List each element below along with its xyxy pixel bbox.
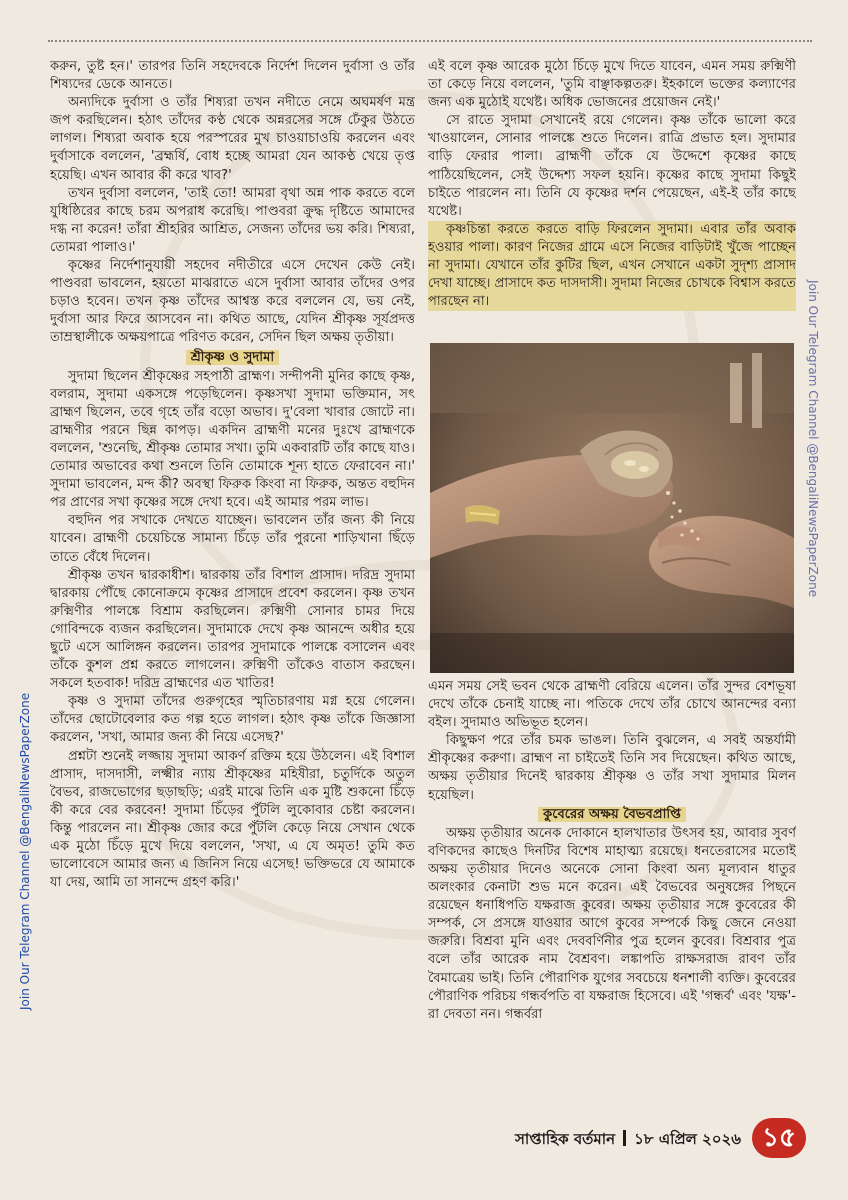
illustration-hands-offering-rice — [430, 343, 794, 673]
paragraph: সে রাতে সুদামা সেখানেই রয়ে গেলেন। কৃষ্ণ তাঁকে ভালো করে খাওয়ালেন, সোনার পালঙ্কে শুতে দিলেন। রাত্রি প্রভাত হল। সুদামার বাড়ি ফেরার পালা। ব্রাহ্মণী তাঁকে যে উদ্দেশে কৃষ্ণের কাছে পাঠিয়েছিলেন, সেই উদ্দেশ্য সফল হয়নি। কৃষ্ণের কাছে সুদামা কিছুই চাইতে পারলেন না। তিনি যে কৃষ্ণের দর্শন পেয়েছেন, এই-ই তাঁর কাছে যথেষ্ট। — [428, 113, 796, 219]
footer-publication — [515, 1128, 741, 1153]
telegram-watermark-left: Join Our Telegram Channel @BengaliNewsPaperZone — [18, 692, 32, 1010]
section-heading-kuber — [428, 806, 796, 824]
right-column-bottom — [428, 678, 796, 1098]
paragraph: প্রশ্নটা শুনেই লজ্জায় সুদামা আকর্ণ রক্তিম হয়ে উঠলেন। এই বিশাল প্রাসাদ, দাসদাসী, লক্ষ্মীর ন্যায় শ্রীকৃষ্ণের মহিষীরা, চতুর্দিকে অতুল বৈভব, রাজভোগের ছড়াছড়ি; এরই মাঝে তিনি এক মুষ্টি শুকনো চিঁড়ে কী করে বের করবেন! সুদামা চিঁড়ের পুঁটলি লুকোবার চেষ্টা করলেন। কিন্তু পারলেন না। শ্রীকৃষ্ণ জোর করে পুঁটলি কেড়ে নিয়ে সেখান থেকে এক মুঠো চিঁড়ে মুখে দিয়ে বললেন, 'সখা, এ যে অমৃত! তুমি কত ভালোবেসে আমার জন্য এ জিনিস নিয়ে এসেছ! ভক্তিভরে যে আমাকে যা দেয়, আমি তা সানন্দে গ্রহণ করি।' — [50, 748, 415, 891]
paragraph: সুদামা ছিলেন শ্রীকৃষ্ণের সহপাঠী ব্রাহ্মণ। সন্দীপনী মুনির কাছে কৃষ্ণ, বলরাম, সুদামা একসঙ্গে পড়েছিলেন। কৃষ্ণসখা সুদামা ভক্তিমান, সৎ ব্রাহ্মণ ছিলেন, তবে গৃহে তাঁর বড়ো অভাব। দু'বেলা খাবার জোটে না। ব্রাহ্মণীর পরনে ছিন্ন কাপড়। একদিন ব্রাহ্মণী মনের দুঃখে ব্রাহ্মণকে বললেন, 'শুনেছি, শ্রীকৃষ্ণ তোমার সখা। তুমি একবারটি তাঁর কাছে যাও। তোমার অভাবের কথা শুনলে তিনি তোমাকে শূন্য হাতে ফেরাবেন না।' সুদামা ভাবলেন, মন্দ কী? অবস্থা ফিরুক কিংবা না ফিরুক, অন্তত বহুদিন পর প্রাণের সখা কৃষ্ণের সঙ্গে দেখা হবে। এই আমার পরম লাভ। — [50, 368, 415, 511]
left-column — [50, 58, 415, 1098]
paragraph: কিছুক্ষণ পরে তাঁর চমক ভাঙল। তিনি বুঝলেন, এ সবই অন্তর্যামী শ্রীকৃষ্ণের করুণা। ব্রাহ্মণ না চাইতেই তিনি সব দিয়েছেন। কথিত আছে, অক্ষয় তৃতীয়ার দিনেই দ্বারকায় শ্রীকৃষ্ণ ও তাঁর সখা সুদামার মিলন হয়েছিল। — [428, 733, 796, 803]
paragraph: এমন সময় সেই ভবন থেকে ব্রাহ্মণী বেরিয়ে এলেন। তাঁর সুন্দর বেশভূষা দেখে তাঁকে চেনাই যাচ্ছে না। পতিকে দেখে তাঁর চোখে আনন্দের বন্যা বইল। সুদামাও অভিভূত হলেন। — [428, 679, 796, 731]
paragraph: অক্ষয় তৃতীয়ার অনেক দোকানে হালখাতার উৎসব হয়, আবার সুবর্ণ বণিকদের কাছেও দিনটির বিশেষ মাহাত্ম্য রয়েছে। ধনতেরাসের মতোই অক্ষয় তৃতীয়ার দিনেও অনেকে সোনা কিংবা অন্য মূল্যবান ধাতুর অলংকার কেনাটা শুভ মনে করেন। এই বৈভবের অনুষঙ্গের পিছনে রয়েছেন ধনাধিপতি যক্ষরাজ কুবের। অক্ষয় তৃতীয়ার সঙ্গে কুবেরের কী সম্পর্ক, সে প্রসঙ্গে যাওয়ার আগে কুবের সম্পর্কে কিছু জেনে নেওয়া জরুরি। বিশ্রবা মুনি এবং দেববর্ণিনীর পুত্র হলেন কুবের। বিশ্রবার পুত্র বলে তাঁর আরেক নাম বৈশ্রবণ। লঙ্কাপতি রাক্ষসরাজ রাবণ তাঁর বৈমাত্রেয় ভাই। তিনি পৌরাণিক যুগের সবচেয়ে ধনশালী ব্যক্তি। কুবেরের পৌরাণিক পরিচয় গন্ধর্বপতি বা যক্ষরাজ হিসেবে। এই 'গন্ধর্ব' এবং 'যক্ষ'-রা দেবতা নন। গন্ধর্বরা — [428, 825, 796, 1022]
issue-date: ১৮ এপ্রিল ২০২৬ — [634, 1130, 742, 1148]
section-heading-sudama — [50, 349, 415, 367]
section-heading-text: শ্রীকৃষ্ণ ও সুদামা — [186, 350, 279, 365]
paragraph: বহুদিন পর সখাকে দেখতে যাচ্ছেন। ভাবলেন তাঁর জন্য কী নিয়ে যাবেন। ব্রাহ্মণী চেয়েচিন্তে সামান্য চিঁড়ে তাঁর পুরনো শাড়িখানা ছিঁড়ে তাতে বেঁধে দিলেন। — [50, 513, 415, 565]
magazine-name: সাপ্তাহিক বর্তমান — [515, 1130, 616, 1148]
paragraph: এই বলে কৃষ্ণ আরেক মুঠো চিঁড়ে মুখে দিতে যাবেন, এমন সময় রুক্মিণী তা কেড়ে নিয়ে বললেন, 'তুমি বাঞ্ছাকল্পতরু। ইহকালে ভক্তের কল্যাণের জন্য এক মুঠোই যথেষ্ট। অধিক ভোজনের প্রয়োজন নেই।' — [428, 59, 796, 111]
top-dotted-rule — [48, 40, 812, 42]
footer-divider — [623, 1130, 626, 1146]
page-footer — [0, 1110, 848, 1160]
paragraph: তখন দুর্বাসা বললেন, 'তাই তো! আমরা বৃথা অন্ন পাক করতে বলে যুধিষ্ঠিরের কাছে চরম অপরাধ করেছি। পাণ্ডবরা ক্রুদ্ধ দৃষ্টিতে আমাদের দগ্ধ না করেন! তাঁরা শ্রীহরির আশ্রিত, সেজন্য তাঁদের ভয় করি। শিষ্যরা, তোমরা পালাও।' — [50, 185, 415, 255]
paragraph: কৃষ্ণচিন্তা করতে করতে বাড়ি ফিরলেন সুদামা। এবার তাঁর অবাক হওয়ার পালা। কারণ নিজের গ্রামে এসে নিজের বাড়িটাই খুঁজে পাচ্ছেন না সুদামা। যেখানে তাঁর কুটির ছিল, এখন সেখানে একটা সুদৃশ্য প্রাসাদ দেখা যাচ্ছে। প্রাসাদে কত দাসদাসী। সুদামা নিজের চোখকে বিশ্বাস করতে পারছেন না। — [428, 221, 796, 311]
right-column-top — [428, 58, 796, 343]
paragraph: কৃষ্ণের নির্দেশানুযায়ী সহদেব নদীতীরে এসে দেখেন কেউ নেই। পাণ্ডবরা ভাবলেন, হয়তো মাঝরাতে এসে দুর্বাসা আবার তাঁদের ওপর চড়াও হবেন। তখন কৃষ্ণ তাঁদের আশ্বস্ত করে বললেন যে, ভয় নেই, দুর্বাসা আর ফিরে আসবেন না। কথিত আছে, যেদিন শ্রীকৃষ্ণ সূর্যপ্রদত্ত তাম্রস্থালীকে অক্ষয়পাত্রে পরিণত করেন, সেদিন ছিল অক্ষয় তৃতীয়া। — [50, 258, 415, 346]
hands-illustration — [430, 343, 794, 673]
paragraph: অন্যদিকে দুর্বাসা ও তাঁর শিষ্যরা তখন নদীতে নেমে অঘমর্ষণ মন্ত্র জপ করছিলেন। হঠাৎ তাঁদের কণ্ঠ থেকে অন্নরসের সঙ্গে ঢেঁকুর উঠতে লাগল। শিষ্যরা অবাক হয়ে পরস্পরের মুখ চাওয়াচাওয়ি করলেন এবং দুর্বাসাকে বললেন, 'ব্রহ্মর্ষি, বোধ হচ্ছে আমরা যেন আকণ্ঠ খেয়ে তৃপ্ত হয়েছি। এখন আবার কী করে খাব?' — [50, 95, 415, 183]
paragraph: করুন, তুষ্ট হন।' তারপর তিনি সহদেবকে নির্দেশ দিলেন দুর্বাসা ও তাঁর শিষ্যদের ডেকে আনতে। — [50, 59, 415, 93]
paragraph: শ্রীকৃষ্ণ তখন দ্বারকাধীশ। দ্বারকায় তাঁর বিশাল প্রাসাদ। দরিদ্র সুদামা দ্বারকায় পৌঁছে কোনোক্রমে কৃষ্ণের প্রাসাদে প্রবেশ করলেন। কৃষ্ণ তখন রুক্মিণীর পালঙ্কে বিশ্রাম করছিলেন। রুক্মিণী সোনার চামর দিয়ে গোবিন্দকে ব্যজন করছিলেন। সুদামাকে দেখে কৃষ্ণ আনন্দে অধীর হয়ে ছুটে এসে আলিঙ্গন করলেন। তারপর সুদামাকে পালঙ্কে বসালেন এবং তাঁকে কুশল প্রশ্ন করতে লাগলেন। রুক্মিণী তাঁকেও বাতাস করছেন। সকলে হতবাক! দরিদ্র ব্রাহ্মণের এত খাতির! — [50, 567, 415, 692]
section-heading-text: কুবেরের অক্ষয় বৈভবপ্রাপ্তি — [538, 807, 686, 822]
page-number-badge: ১৫ — [752, 1118, 806, 1158]
paragraph: কৃষ্ণ ও সুদামা তাঁদের গুরুগৃহের স্মৃতিচারণায় মগ্ন হয়ে গেলেন। তাঁদের ছোটোবেলার কত গল্প হতে লাগল। হঠাৎ কৃষ্ণ তাঁকে জিজ্ঞাসা করলেন, 'সখা, আমার জন্য কী নিয়ে এসেছ?' — [50, 694, 415, 746]
telegram-watermark-right: Join Our Telegram Channel @BengaliNewsPaperZone — [806, 280, 820, 598]
